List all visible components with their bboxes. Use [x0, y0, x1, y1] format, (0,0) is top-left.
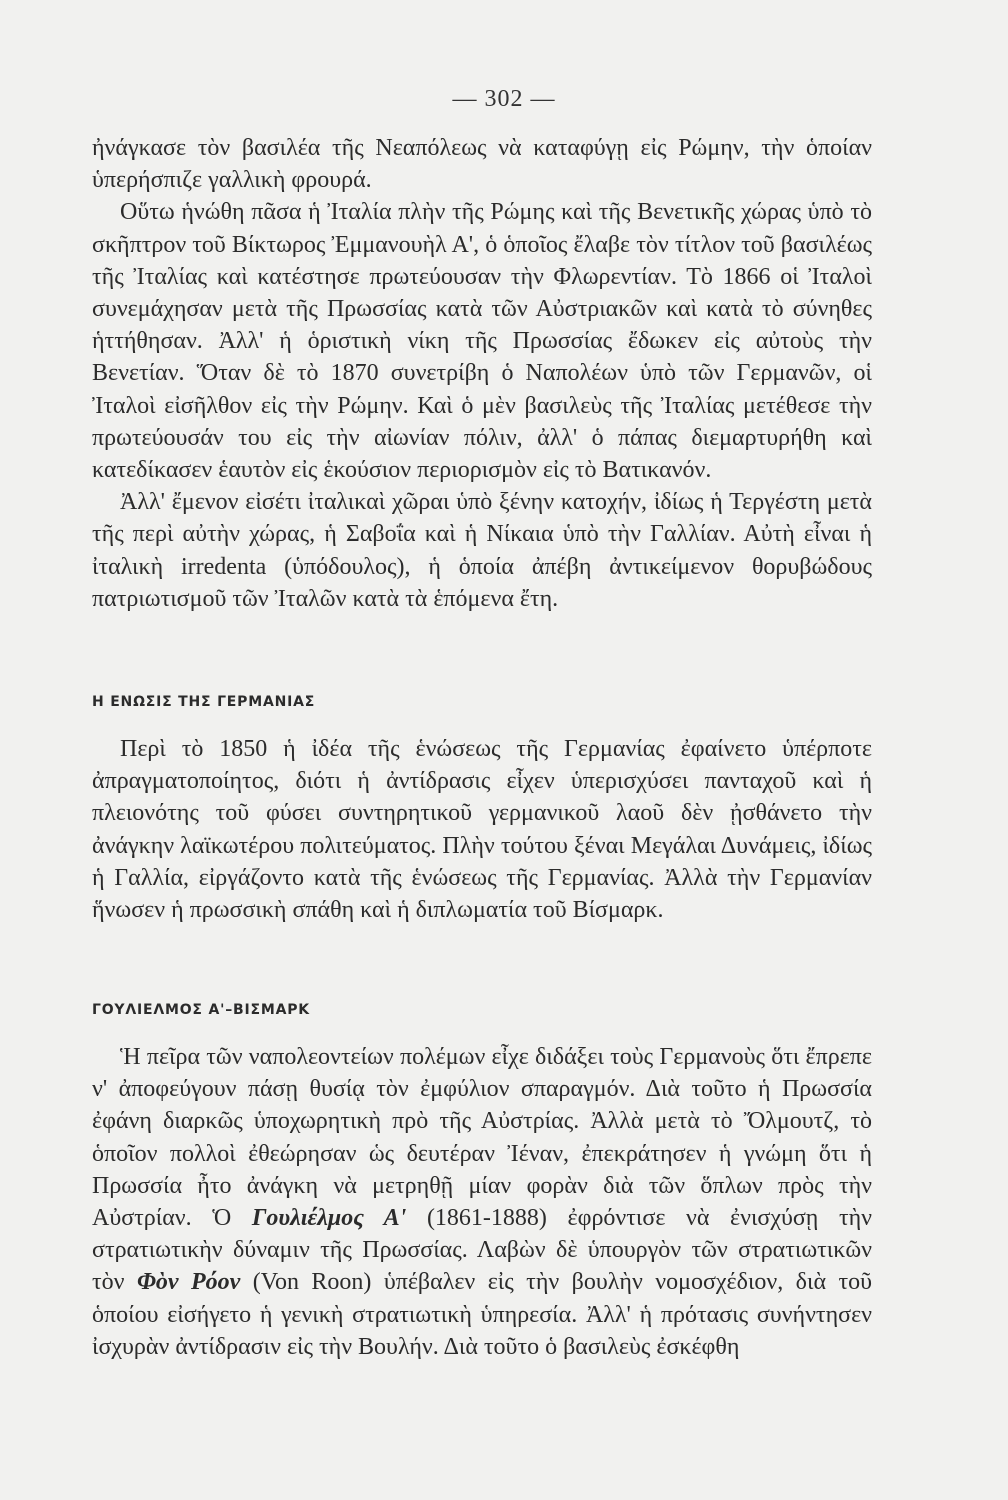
body-section-germany: [92, 733, 872, 926]
paragraph: Οὕτω ἡνώθη πᾶσα ἡ Ἰταλία πλὴν τῆς Ρώμης καὶ τῆς Βενετικῆς χώρας ὑπὸ τὸ σκῆπτρον τοῦ Βίκτωρος Ἐμμανουὴλ Α', ὁ ὁποῖος ἔλαβε τὸν τίτλον τοῦ βασιλέως τῆς Ἰταλίας καὶ κατέστησε πρωτεύουσαν τὴν Φλωρεντίαν. Τὸ 1866 οἱ Ἰταλοὶ συνεμάχησαν μετὰ τῆς Πρωσσίας κατὰ τῶν Αὐστριακῶν καὶ κατὰ τὸ σύνηθες ἡττήθησαν. Ἀλλ' ἡ ὁριστικὴ νίκη τῆς Πρωσσίας ἔδωκεν εἰς αὐτοὺς τὴν Βενετίαν. Ὅταν δὲ τὸ 1870 συνετρίβη ὁ Ναπολέων ὑπὸ τῶν Γερμανῶν, οἱ Ἰταλοὶ εἰσῆλθον εἰς τὴν Ρώμην. Καὶ ὁ μὲν βασιλεὺς τῆς Ἰταλίας μετέθεσε τὴν πρωτεύουσάν του εἰς τὴν αἰωνίαν πόλιν, ἀλλ' ὁ πάπας διεμαρτυρήθη καὶ κατεδίκασεν ἑαυτὸν εἰς ἑκούσιον περιορισμὸν εἰς τὸ Βατικανόν.: [92, 199, 872, 484]
paragraph: ἠνάγκασε τὸν βασιλέα τῆς Νεαπόλεως νὰ καταφύγῃ εἰς Ρώμην, τὴν ὁποίαν ὑπερήσπιζε γαλλικὴ φρουρά.: [92, 135, 872, 194]
section-heading-unification: Η ΕΝΩΣΙΣ ΤΗΣ ΓΕΡΜΑΝΙΑΣ: [92, 694, 316, 710]
section-heading-wilhelm-bismarck: ΓΟΥΛΙΕΛΜΟΣ Α'–ΒΙΣΜΑΡΚ: [92, 1002, 310, 1018]
paragraph: Ἀλλ' ἔμενον εἰσέτι ἰταλικαὶ χῶραι ὑπὸ ξένην κατοχήν, ἰδίως ἡ Τεργέστη μετὰ τῆς περὶ αὐτὴν χώρας, ἡ Σαβοΐα καὶ ἡ Νίκαια ὑπὸ τὴν Γαλλίαν. Αὐτὴ εἶναι ἡ ἰταλικὴ irredenta (ὑπόδουλος), ἡ ὁποία ἀπέβη ἀντικείμενον θορυβώδους πατριωτισμοῦ τῶν Ἰταλῶν κατὰ τὰ ἑπόμενα ἔτη.: [92, 489, 872, 612]
paragraph: [92, 1041, 872, 1363]
emphasized-name: Γουλιέλμος Α': [251, 1205, 407, 1232]
body-section-italy: [92, 132, 872, 615]
text-run: (Von Roon) ὑπέβαλεν εἰς τὴν βουλὴν νομοσχέδιον, διὰ τοῦ ὁποίου εἰσήγετο ἡ γενικὴ στρατιωτικὴ ὑπηρεσία. Ἀλλ' ἡ πρότασις συνήντησεν ἰσχυρὰν ἀντίδρασιν εἰς τὴν Βουλήν. Διὰ τοῦτο ὁ βασιλεὺς ἐσκέφθη: [92, 1269, 872, 1360]
paragraph: Περὶ τὸ 1850 ἡ ἰδέα τῆς ἑνώσεως τῆς Γερμανίας ἐφαίνετο ὑπέρποτε ἀπραγματοποίητος, διότι ἡ ἀντίδρασις εἶχεν ὑπερισχύσει πανταχοῦ καὶ ἡ πλειονότης τοῦ φύσει συντηρητικοῦ γερμανικοῦ λαοῦ δὲν ᾐσθάνετο τὴν ἀνάγκην λαϊκωτέρου πολιτεύματος. Πλὴν τούτου ξέναι Μεγάλαι Δυνάμεις, ἰδίως ἡ Γαλλία, εἰργάζοντο κατὰ τῆς ἑνώσεως τῆς Γερμανίας. Ἀλλὰ τὴν Γερμανίαν ἥνωσεν ἡ πρωσσικὴ σπάθη καὶ ἡ διπλωματία τοῦ Βίσμαρκ.: [92, 736, 872, 924]
page-number: — 302 —: [452, 86, 556, 112]
text-run: (1861-1888) ἐφρόντισε νὰ ἐνισχύσῃ τὴν στρατιωτικὴν δύναμιν τῆς Πρωσσίας. Λαβὼν δὲ ὑπουργὸν τῶν στρατιωτικῶν τὸν: [92, 1205, 873, 1296]
emphasized-name: Φὸν Ρόον: [136, 1269, 241, 1296]
body-section-wilhelm: [92, 1041, 872, 1363]
text-run: Ἡ πεῖρα τῶν ναπολεοντείων πολέμων εἶχε διδάξει τοὺς Γερμανοὺς ὅτι ἔπρεπε ν' ἀποφεύγουν πάσῃ θυσίᾳ τὸν ἐμφύλιον σπαραγμόν. Διὰ τοῦτο ἡ Πρωσσία ἐφάνη διαρκῶς ὑποχωρητικὴ πρὸ τῆς Αὐστρίας. Ἀλλὰ μετὰ τὸ Ὄλμουτζ, τὸ ὁποῖον πολλοὶ ἐθεώρησαν ὡς δευτέραν Ἰέναν, ἐπεκράτησεν ἡ γνώμη ὅτι ἡ Πρωσσία ἦτο ἀνάγκη νὰ μετρηθῇ μίαν φορὰν διὰ τῶν ὅπλων πρὸς τὴν Αὐστρίαν. Ὁ: [92, 1044, 872, 1232]
